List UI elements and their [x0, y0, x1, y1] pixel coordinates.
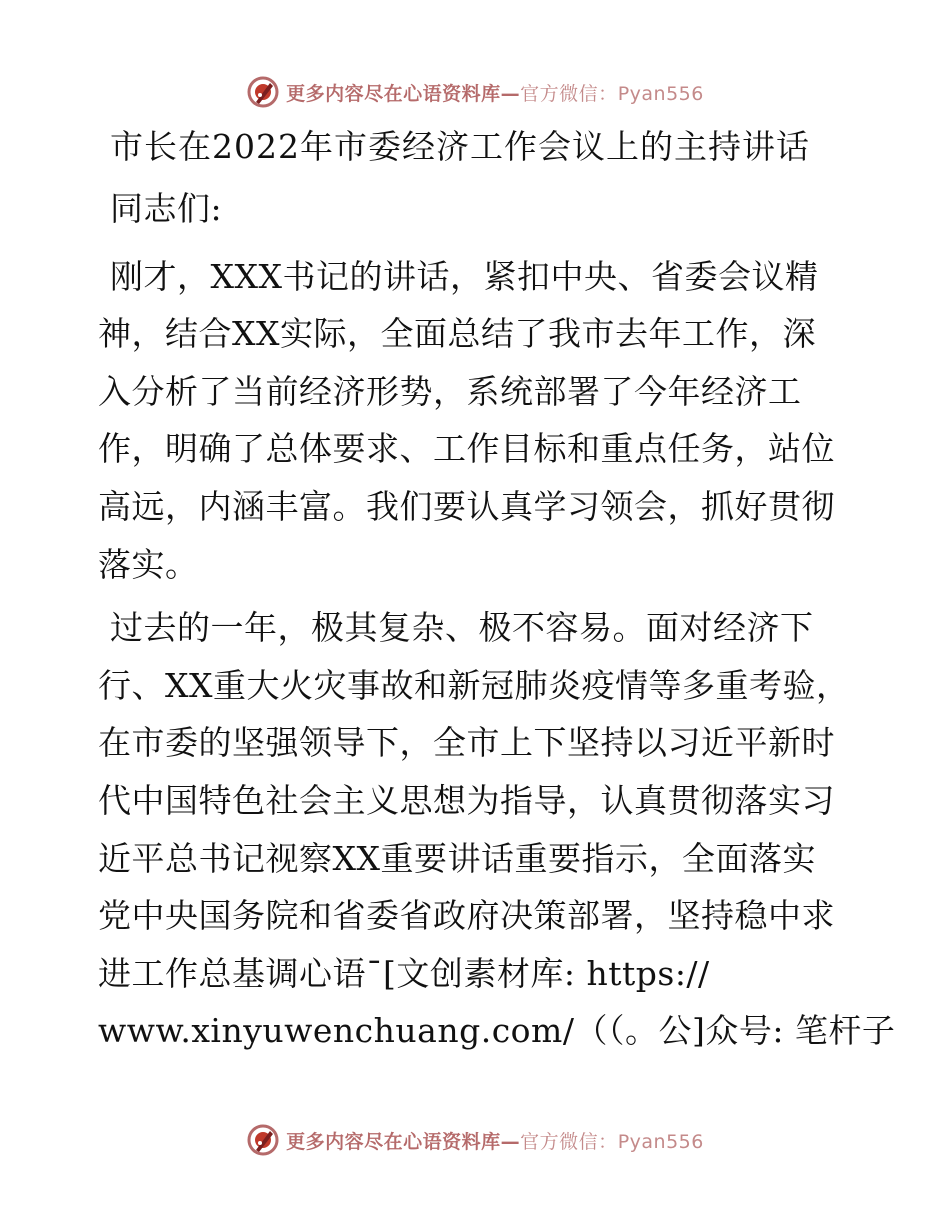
paragraph-line: 代中国特色社会主义思想为指导，认真贯彻落实习 [98, 780, 835, 820]
paragraph-line: 行、XX重大火灾事故和新冠肺炎疫情等多重考验， [98, 665, 850, 705]
watermark-main: 更多内容尽在心语资料库 [286, 1130, 501, 1153]
paragraph-line: 进工作总基调心语¯[文创素材库: https:// [98, 953, 710, 993]
watermark-separator: — [500, 1130, 521, 1153]
footer-watermark [0, 1118, 950, 1162]
paragraph-line: 神，结合XX实际，全面总结了我市去年工作，深 [98, 314, 816, 354]
paragraph-line: 入分析了当前经济形势，系统部署了今年经济工 [98, 371, 802, 411]
paragraph-line: 落实。 [98, 544, 199, 584]
header-watermark [0, 70, 950, 114]
paragraph-line: 刚才，XXX书记的讲话，紧扣中央、省委会议精 [110, 256, 819, 296]
paragraph-line: 过去的一年，极其复杂、极不容易。面对经济下 [110, 608, 814, 648]
pen-nib-logo-icon [246, 75, 280, 109]
salutation: 同志们: [110, 189, 223, 228]
watermark-separator: — [500, 82, 521, 105]
watermark-text [286, 79, 704, 106]
watermark-text [286, 1127, 704, 1154]
watermark-main: 更多内容尽在心语资料库 [286, 82, 501, 105]
paragraph-1 [98, 248, 853, 594]
paragraph-line: www.xinyuwenchuang.com/（（。公]众号: 笔杆子 [98, 1011, 896, 1051]
pen-nib-logo-icon [246, 1123, 280, 1157]
paragraph-line: 作，明确了总体要求、工作目标和重点任务，站位 [98, 429, 835, 469]
watermark-sub: 官方微信： [520, 1130, 618, 1153]
watermark-sub: 官方微信： [520, 82, 618, 105]
paragraph-line: 高远，内涵丰富。我们要认真学习领会，抓好贯彻 [98, 486, 835, 526]
paragraph-line: 在市委的坚强领导下，全市上下坚持以习近平新时 [98, 723, 835, 763]
document-body [98, 118, 896, 1060]
document-title: 市长在2022年市委经济工作会议上的主持讲话 [110, 127, 810, 166]
watermark-wechat-id: Pyan556 [617, 82, 704, 105]
paragraph-line: 党中央国务院和省委省政府决策部署，坚持稳中求 [98, 896, 835, 936]
paragraph-2 [98, 599, 896, 1060]
paragraph-line: 近平总书记视察XX重要讲话重要指示，全面落实 [98, 838, 816, 878]
watermark-wechat-id: Pyan556 [617, 1130, 704, 1153]
